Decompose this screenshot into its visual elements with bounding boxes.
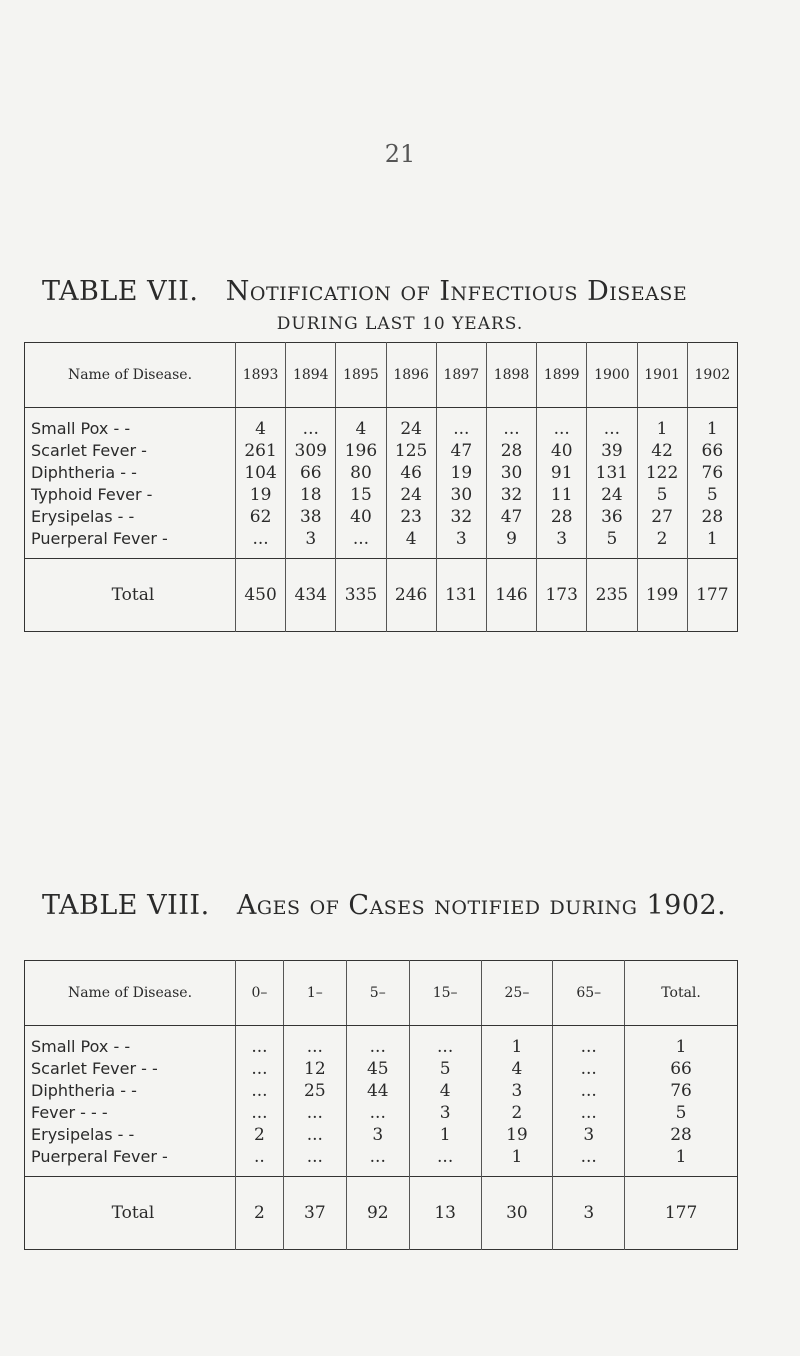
table-row <box>25 528 738 559</box>
table-7-subtitle: DURING LAST 10 YEARS. <box>276 314 524 334</box>
table-cell: 4 <box>386 528 436 559</box>
table-cell: 40 <box>336 506 386 528</box>
table-cell: 1 <box>481 1146 553 1177</box>
table-cell: 3 <box>481 1080 553 1102</box>
table-cell: 46 <box>386 462 436 484</box>
column-header: 1899 <box>537 343 587 408</box>
column-header: 1901 <box>637 343 687 408</box>
table-cell: 4 <box>336 408 386 441</box>
page-number: 21 <box>384 140 416 168</box>
table-cell: 309 <box>286 440 336 462</box>
table-cell: 76 <box>687 462 737 484</box>
disease-name: Scarlet Fever - - <box>31 1059 158 1078</box>
table-cell: ... <box>283 1102 346 1124</box>
column-header: 1893 <box>236 343 286 408</box>
header-row <box>25 961 738 1026</box>
table-cell: ... <box>346 1026 409 1059</box>
column-header: 65– <box>553 961 625 1026</box>
table-row <box>25 484 738 506</box>
total-row <box>25 1177 738 1250</box>
table-cell: 4 <box>481 1058 553 1080</box>
table-cell: 19 <box>436 462 486 484</box>
table-cell: 76 <box>625 1080 738 1102</box>
table-cell: ... <box>283 1146 346 1177</box>
table-cell: 39 <box>587 440 637 462</box>
table-cell: 15 <box>336 484 386 506</box>
total-cell: 450 <box>236 559 286 632</box>
total-cell: 246 <box>386 559 436 632</box>
table-row <box>25 1026 738 1059</box>
table-8-title <box>42 890 782 921</box>
table-cell: ... <box>537 408 587 441</box>
column-header: 1902 <box>687 343 737 408</box>
table-cell: 24 <box>386 484 436 506</box>
table-cell: 62 <box>236 506 286 528</box>
column-header: 1– <box>283 961 346 1026</box>
table-cell: 5 <box>625 1102 738 1124</box>
table-cell: 44 <box>346 1080 409 1102</box>
table-cell: 47 <box>486 506 536 528</box>
table-cell: ... <box>436 408 486 441</box>
total-cell: 37 <box>283 1177 346 1250</box>
table-cell: 2 <box>236 1124 284 1146</box>
table-cell: 24 <box>587 484 637 506</box>
table-cell: 104 <box>236 462 286 484</box>
table-cell: 125 <box>386 440 436 462</box>
table-cell: 5 <box>687 484 737 506</box>
total-row <box>25 559 738 632</box>
table-cell: 1 <box>481 1026 553 1059</box>
disease-name: Typhoid Fever - <box>31 485 153 504</box>
table-cell: 261 <box>236 440 286 462</box>
table-cell: 131 <box>587 462 637 484</box>
table-cell: 36 <box>587 506 637 528</box>
table-cell: 66 <box>625 1058 738 1080</box>
table-row <box>25 1058 738 1080</box>
table-cell: 3 <box>553 1124 625 1146</box>
table-cell: 196 <box>336 440 386 462</box>
column-header: 1897 <box>436 343 486 408</box>
table-cell: 19 <box>481 1124 553 1146</box>
total-cell: 92 <box>346 1177 409 1250</box>
column-header: 15– <box>409 961 481 1026</box>
disease-name: Fever - - - <box>31 1103 108 1122</box>
column-header: 1895 <box>336 343 386 408</box>
column-header: 1900 <box>587 343 637 408</box>
table-cell: 25 <box>283 1080 346 1102</box>
disease-name: Small Pox - - <box>31 1037 131 1056</box>
table-cell: ... <box>283 1026 346 1059</box>
table-cell: 3 <box>537 528 587 559</box>
total-cell: 335 <box>336 559 386 632</box>
disease-name: Erysipelas - - <box>31 1125 135 1144</box>
table-row <box>25 1102 738 1124</box>
table-cell: 1 <box>409 1124 481 1146</box>
column-header: 5– <box>346 961 409 1026</box>
table-cell: ... <box>283 1124 346 1146</box>
table-7-body <box>25 408 738 632</box>
table-cell: 2 <box>481 1102 553 1124</box>
column-header: 1898 <box>486 343 536 408</box>
table-8-label: TABLE VIII. <box>42 890 210 921</box>
table-cell: ... <box>486 408 536 441</box>
table-cell: 32 <box>436 506 486 528</box>
table-cell: 23 <box>386 506 436 528</box>
column-header: 0– <box>236 961 284 1026</box>
table-cell: 5 <box>587 528 637 559</box>
table-cell: ... <box>236 1026 284 1059</box>
table-cell: 66 <box>687 440 737 462</box>
table-cell: 66 <box>286 462 336 484</box>
table-cell: 3 <box>409 1102 481 1124</box>
table-cell: ... <box>553 1058 625 1080</box>
table-cell: 24 <box>386 408 436 441</box>
table-cell: ... <box>409 1026 481 1059</box>
table-8-heading: Ages of Cases notified during 1902. <box>236 890 727 921</box>
table-cell: 38 <box>286 506 336 528</box>
total-cell: 434 <box>286 559 336 632</box>
disease-name: Diphtheria - - <box>31 1081 137 1100</box>
column-header: 1896 <box>386 343 436 408</box>
total-cell: 177 <box>625 1177 738 1250</box>
total-cell: 173 <box>537 559 587 632</box>
disease-name: Puerperal Fever - <box>31 529 168 548</box>
table-row <box>25 1146 738 1177</box>
table-cell: 28 <box>486 440 536 462</box>
table-cell: 18 <box>286 484 336 506</box>
table-7-heading: Notification of Infectious Disease <box>225 276 688 307</box>
table-cell: ... <box>336 528 386 559</box>
table-7-title <box>42 276 782 307</box>
disease-name: Small Pox - - <box>31 419 131 438</box>
disease-name: Diphtheria - - <box>31 463 137 482</box>
table-cell: ... <box>553 1080 625 1102</box>
table-row <box>25 440 738 462</box>
total-cell: 235 <box>587 559 637 632</box>
disease-name: Erysipelas - - <box>31 507 135 526</box>
table-cell: 28 <box>537 506 587 528</box>
total-cell: 3 <box>553 1177 625 1250</box>
table-8 <box>24 960 738 1250</box>
table-cell: ... <box>346 1146 409 1177</box>
table-row <box>25 1080 738 1102</box>
total-cell: 131 <box>436 559 486 632</box>
table-cell: 19 <box>236 484 286 506</box>
total-cell: 30 <box>481 1177 553 1250</box>
table-cell: 4 <box>236 408 286 441</box>
table-row <box>25 1124 738 1146</box>
total-cell: 13 <box>409 1177 481 1250</box>
disease-name: Scarlet Fever - <box>31 441 147 460</box>
table-cell: 4 <box>409 1080 481 1102</box>
table-cell: ... <box>236 1058 284 1080</box>
table-cell: ... <box>286 408 336 441</box>
table-cell: 40 <box>537 440 587 462</box>
table-8-body <box>25 1026 738 1250</box>
table-cell: ... <box>236 1080 284 1102</box>
table-cell: ... <box>236 1102 284 1124</box>
table-cell: 47 <box>436 440 486 462</box>
table-cell: 1 <box>625 1026 738 1059</box>
column-header: 25– <box>481 961 553 1026</box>
table-cell: 28 <box>687 506 737 528</box>
total-cell: 199 <box>637 559 687 632</box>
column-header: 1894 <box>286 343 336 408</box>
table-cell: 122 <box>637 462 687 484</box>
table-7-label: TABLE VII. <box>42 276 199 307</box>
table-row <box>25 506 738 528</box>
name-header: Name of Disease. <box>25 961 236 1026</box>
table-cell: 80 <box>336 462 386 484</box>
table-cell: 42 <box>637 440 687 462</box>
header-row <box>25 343 738 408</box>
disease-name: Puerperal Fever - <box>31 1147 168 1166</box>
table-cell: 1 <box>625 1146 738 1177</box>
column-header: Total. <box>625 961 738 1026</box>
table-cell: 5 <box>409 1058 481 1080</box>
table-cell: ... <box>409 1146 481 1177</box>
table-row <box>25 408 738 441</box>
table-cell: 32 <box>486 484 536 506</box>
table-cell: ... <box>553 1102 625 1124</box>
table-cell: 30 <box>436 484 486 506</box>
total-cell: 177 <box>687 559 737 632</box>
table-cell: 1 <box>687 408 737 441</box>
table-cell: 30 <box>486 462 536 484</box>
table-cell: 27 <box>637 506 687 528</box>
total-cell: 2 <box>236 1177 284 1250</box>
table-cell: 45 <box>346 1058 409 1080</box>
table-cell: 3 <box>436 528 486 559</box>
table-cell: ... <box>587 408 637 441</box>
table-cell: 3 <box>286 528 336 559</box>
table-cell: 12 <box>283 1058 346 1080</box>
table-cell: ... <box>553 1026 625 1059</box>
table-7 <box>24 342 738 632</box>
table-cell: .. <box>236 1146 284 1177</box>
table-row <box>25 462 738 484</box>
total-label: Total <box>25 1177 236 1250</box>
table-cell: ... <box>553 1146 625 1177</box>
table-cell: 2 <box>637 528 687 559</box>
name-header: Name of Disease. <box>25 343 236 408</box>
table-cell: ... <box>236 528 286 559</box>
total-cell: 146 <box>486 559 536 632</box>
total-label: Total <box>25 559 236 632</box>
table-cell: 11 <box>537 484 587 506</box>
table-cell: 5 <box>637 484 687 506</box>
table-cell: 9 <box>486 528 536 559</box>
table-cell: 91 <box>537 462 587 484</box>
table-cell: 1 <box>687 528 737 559</box>
table-cell: ... <box>346 1102 409 1124</box>
table-cell: 1 <box>637 408 687 441</box>
table-cell: 28 <box>625 1124 738 1146</box>
table-cell: 3 <box>346 1124 409 1146</box>
